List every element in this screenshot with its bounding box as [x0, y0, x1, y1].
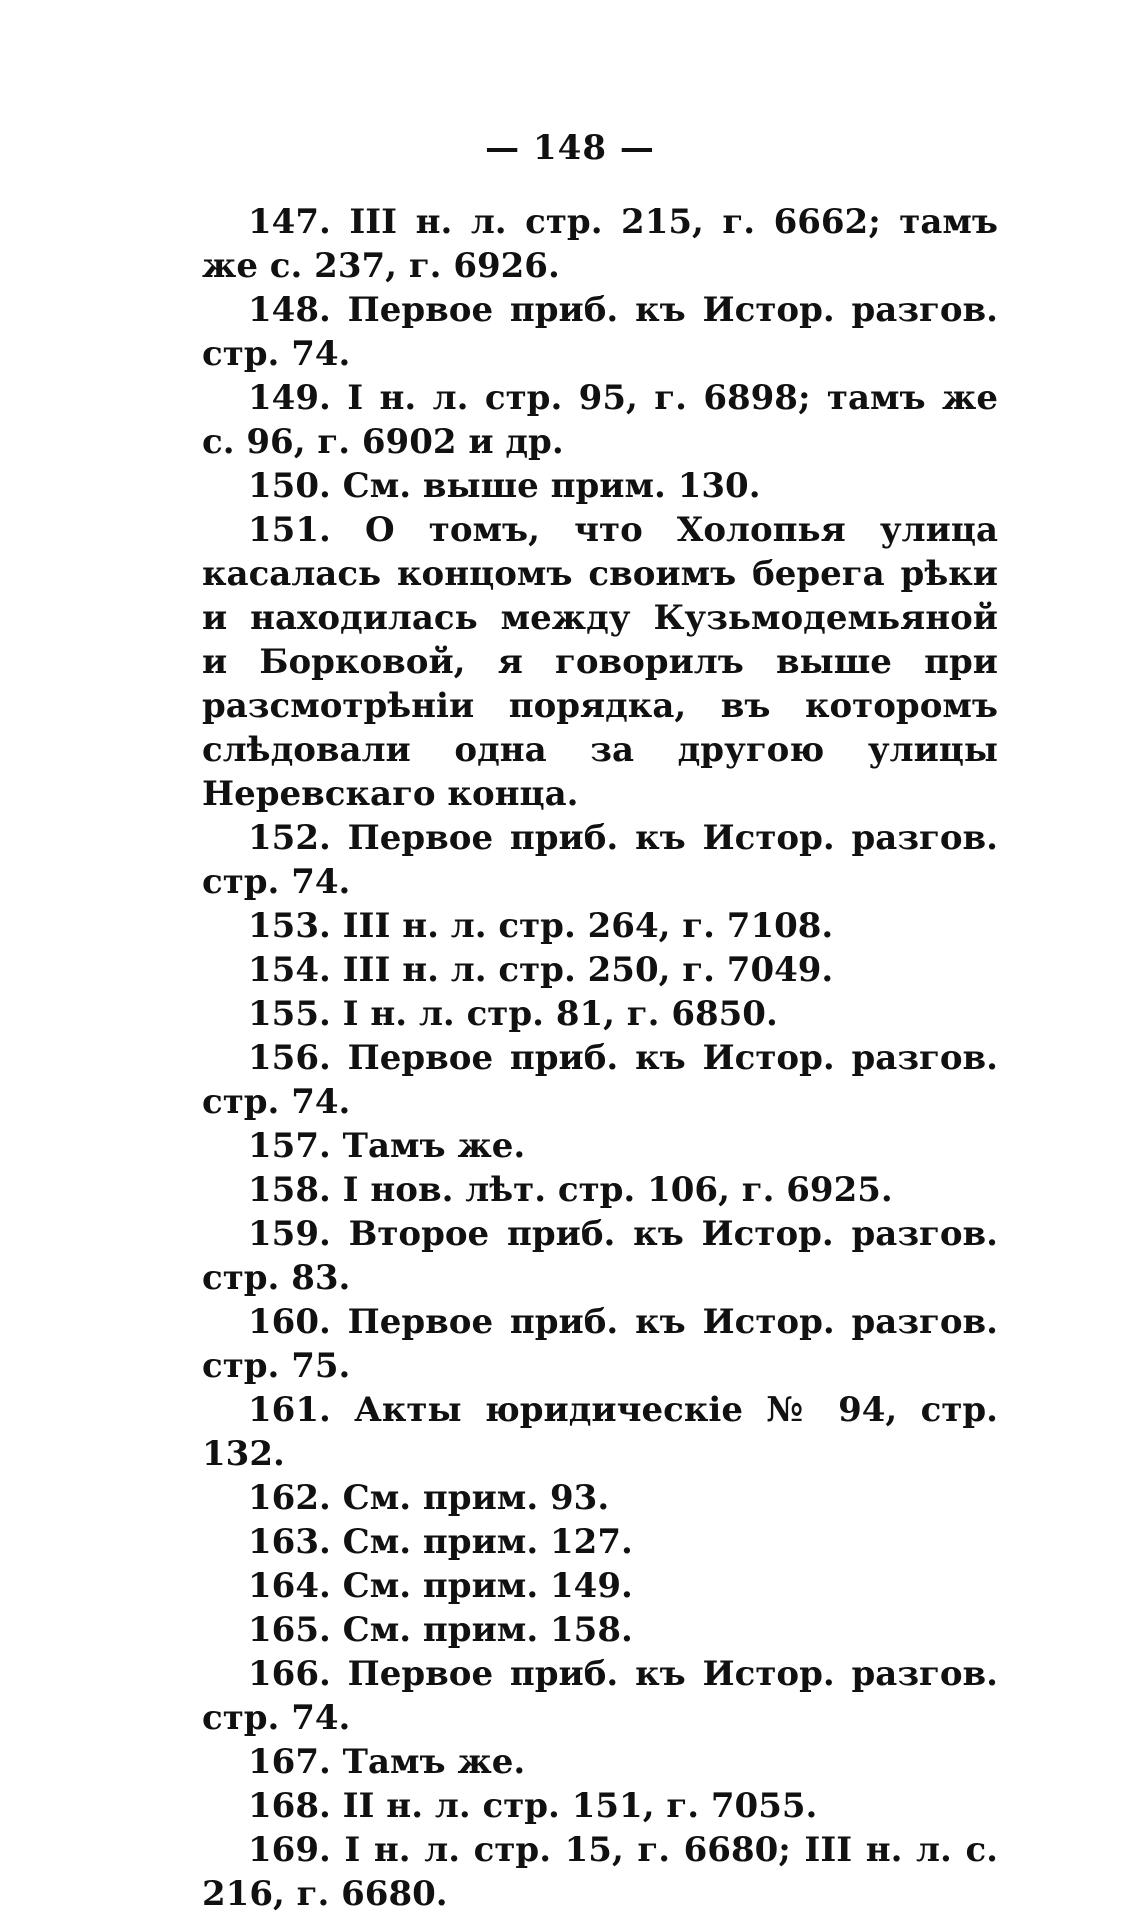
note-156: [202, 1036, 998, 1124]
note-number: 165.: [248, 1610, 331, 1650]
note-number: 157.: [248, 1126, 331, 1166]
note-number: 161.: [248, 1390, 331, 1430]
note-text: Первое приб. къ Истор. разгов. стр. 74.: [202, 290, 998, 374]
note-number: 155.: [248, 994, 331, 1034]
note-163: [202, 1520, 998, 1564]
note-text: Тамъ же.: [342, 1126, 526, 1166]
note-168: [202, 1784, 998, 1828]
page-number: — 148 —: [485, 128, 655, 168]
note-152: [202, 816, 998, 904]
note-text: I н. л. стр. 81, г. 6850.: [342, 994, 778, 1034]
note-text: См. прим. 149.: [342, 1566, 633, 1606]
note-number: 149.: [248, 378, 331, 418]
note-text: См. выше прим. 130.: [342, 466, 761, 506]
note-number: 150.: [248, 466, 331, 506]
note-number: 163.: [248, 1522, 331, 1562]
note-text: III н. л. стр. 215, г. 6662; тамъ же с. 237, г. 6926.: [202, 202, 998, 286]
note-number: 153.: [248, 906, 331, 946]
note-text: См. прим. 93.: [342, 1478, 610, 1518]
note-number: 164.: [248, 1566, 331, 1606]
note-164: [202, 1564, 998, 1608]
note-text: III н. л. стр. 250, г. 7049.: [342, 950, 834, 990]
note-number: 162.: [248, 1478, 331, 1518]
note-158: [202, 1168, 998, 1212]
note-text: О томъ, что Холопья улица касалась концомъ своимъ берега рѣки и находилась между Кузьмодемьяной и Борковой, я говорилъ выше при разсмотрѣніи порядка, въ которомъ слѣдовали одна за другою улицы Неревскаго конца.: [202, 510, 998, 814]
note-text: Акты юридическіе № 94, стр. 132.: [202, 1390, 998, 1474]
note-text: II н. л. стр. 151, г. 7055.: [342, 1786, 818, 1826]
note-text: См. прим. 127.: [342, 1522, 633, 1562]
notes-list: [202, 200, 998, 1916]
note-text: Первое приб. къ Истор. разгов. стр. 74.: [202, 818, 998, 902]
note-number: 159.: [248, 1214, 331, 1254]
note-number: 169.: [248, 1830, 331, 1870]
note-text: Первое приб. къ Истор. разгов. стр. 74.: [202, 1654, 998, 1738]
note-number: 154.: [248, 950, 331, 990]
note-number: 152.: [248, 818, 331, 858]
note-number: 167.: [248, 1742, 331, 1782]
note-149: [202, 376, 998, 464]
note-166: [202, 1652, 998, 1740]
note-number: 156.: [248, 1038, 331, 1078]
note-text: III н. л. стр. 264, г. 7108.: [342, 906, 834, 946]
note-150: [202, 464, 998, 508]
note-number: 147.: [248, 202, 331, 242]
note-151: [202, 508, 998, 816]
note-number: 148.: [248, 290, 331, 330]
note-text: Второе приб. къ Истор. разгов. стр. 83.: [202, 1214, 998, 1298]
note-165: [202, 1608, 998, 1652]
note-number: 160.: [248, 1302, 331, 1342]
note-160: [202, 1300, 998, 1388]
note-text: I нов. лѣт. стр. 106, г. 6925.: [342, 1170, 893, 1210]
note-155: [202, 992, 998, 1036]
note-147: [202, 200, 998, 288]
note-161: [202, 1388, 998, 1476]
note-number: 158.: [248, 1170, 331, 1210]
note-169: [202, 1828, 998, 1916]
note-number: 166.: [248, 1654, 331, 1694]
note-167: [202, 1740, 998, 1784]
note-154: [202, 948, 998, 992]
note-148: [202, 288, 998, 376]
note-153: [202, 904, 998, 948]
note-162: [202, 1476, 998, 1520]
note-text: I н. л. стр. 95, г. 6898; тамъ же с. 96, г. 6902 и др.: [202, 378, 998, 462]
note-text: I н. л. стр. 15, г. 6680; III н. л. с. 216, г. 6680.: [202, 1830, 998, 1914]
note-number: 151.: [248, 510, 331, 550]
note-number: 168.: [248, 1786, 331, 1826]
note-text: Первое приб. къ Истор. разгов. стр. 75.: [202, 1302, 998, 1386]
note-159: [202, 1212, 998, 1300]
note-157: [202, 1124, 998, 1168]
note-text: См. прим. 158.: [342, 1610, 633, 1650]
note-text: Тамъ же.: [342, 1742, 526, 1782]
note-text: Первое приб. къ Истор. разгов. стр. 74.: [202, 1038, 998, 1122]
